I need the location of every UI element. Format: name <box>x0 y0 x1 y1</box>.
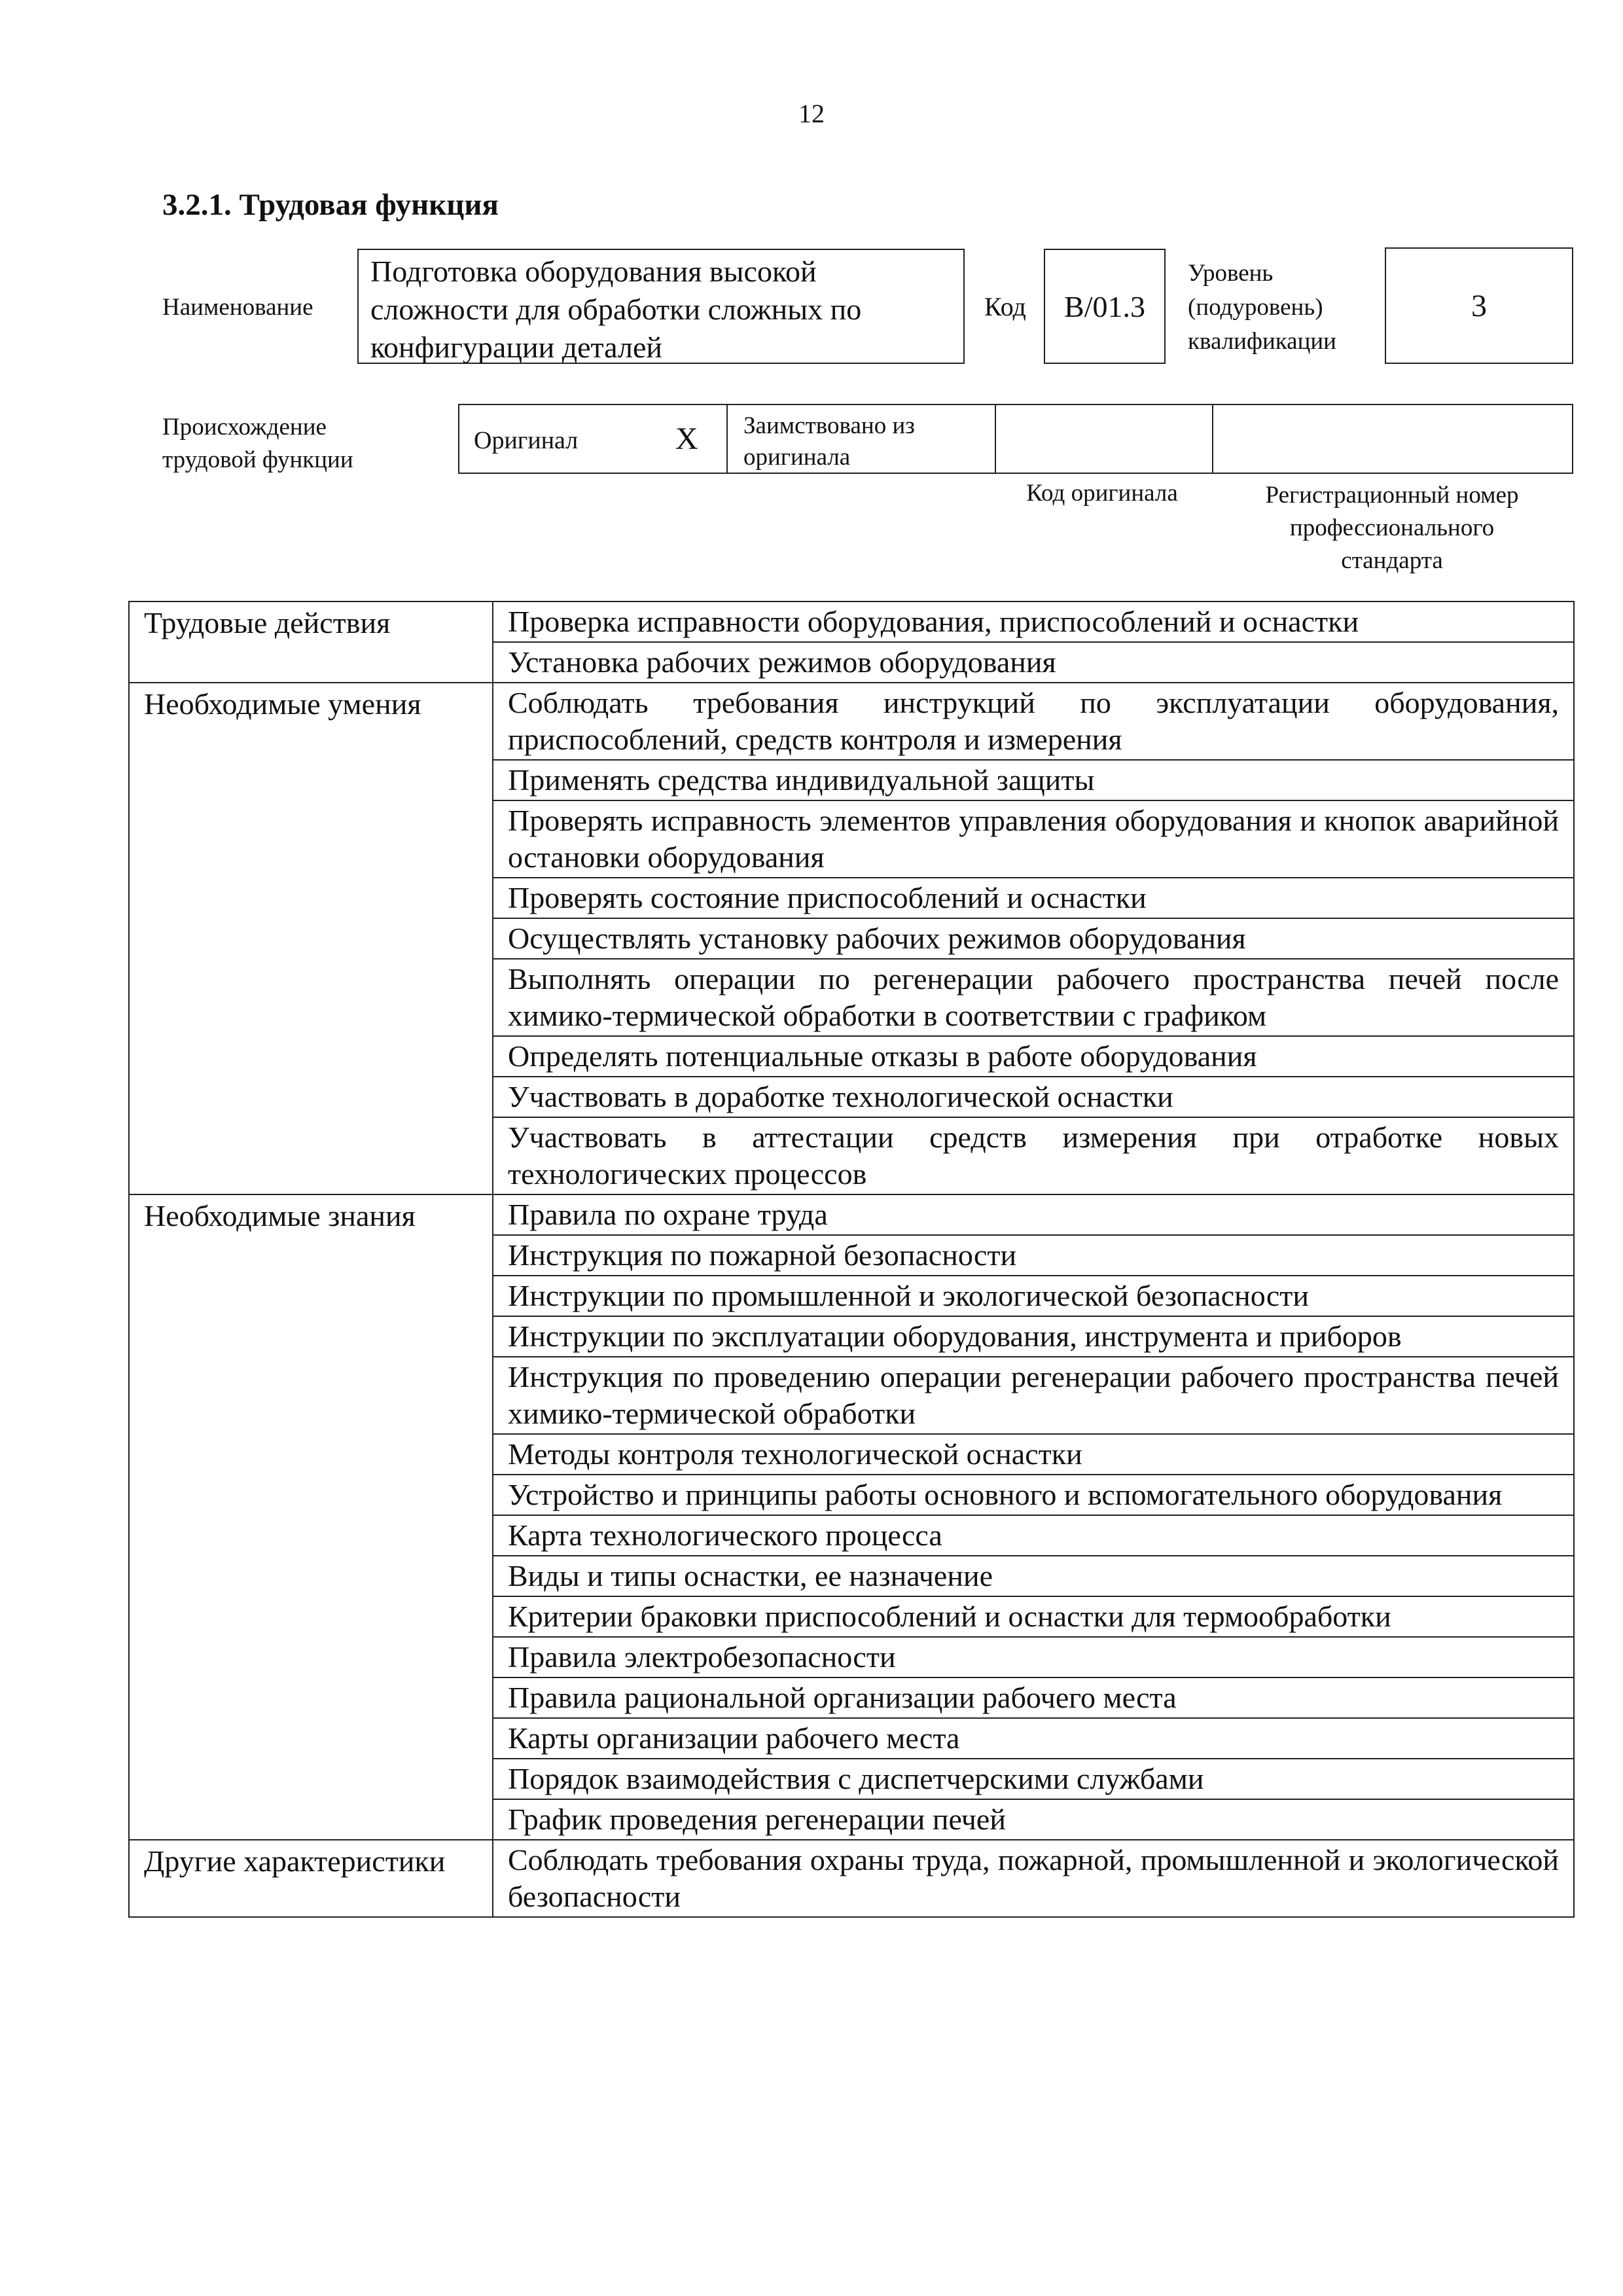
table-row <box>129 601 1574 642</box>
original-mark: X <box>675 422 698 456</box>
origin-label <box>162 411 353 476</box>
table-cell: Виды и типы оснастки, ее назначение <box>493 1556 1574 1596</box>
level-label-line: (подуровень) <box>1188 294 1323 321</box>
table-cell: Осуществлять установку рабочих режимов оборудования <box>493 918 1574 959</box>
level-value-box <box>1385 247 1573 364</box>
table-row <box>129 1840 1574 1917</box>
name-label: Наименование <box>162 294 313 321</box>
original-cell <box>459 405 726 473</box>
level-label-line: Уровень <box>1188 260 1274 287</box>
borrowed-label-line: оригинала <box>743 444 851 471</box>
table-cell: Карта технологического процесса <box>493 1515 1574 1556</box>
reg-caption-line: профессионального <box>1289 514 1495 541</box>
table-cell: Проверять состояние приспособлений и оснастки <box>493 878 1574 918</box>
reg-number-cell <box>1212 405 1575 473</box>
level-value: 3 <box>1471 288 1487 323</box>
table-cell: Карты организации рабочего места <box>493 1718 1574 1759</box>
table-cell: Порядок взаимодействия с диспетчерскими службами <box>493 1759 1574 1799</box>
table-cell: Участвовать в аттестации средств измерения при отработке новых технологических процессов <box>493 1117 1574 1194</box>
table-cell: Инструкции по эксплуатации оборудования, инструмента и приборов <box>493 1316 1574 1357</box>
labor-function-table <box>128 601 1575 1918</box>
origin-label-line: трудовой функции <box>162 446 353 473</box>
table-cell: Правила рациональной организации рабочего места <box>493 1677 1574 1718</box>
section-title-cell: Другие характеристики <box>129 1840 493 1917</box>
table-cell: Соблюдать требования инструкций по эксплуатации оборудования, приспособлений, средств контроля и измерения <box>493 683 1574 760</box>
reg-number-caption <box>1211 479 1573 577</box>
section-title: 3.2.1. Трудовая функция <box>162 188 499 222</box>
table-cell: Участвовать в доработке технологической оснастки <box>493 1077 1574 1117</box>
table-cell: Применять средства индивидуальной защиты <box>493 760 1574 800</box>
level-label <box>1188 257 1336 359</box>
name-value-box: Подготовка оборудования высокой сложности для обработки сложных по конфигурации деталей <box>357 249 965 364</box>
borrowed-label-line: Заимствовано из <box>743 412 915 439</box>
code-label: Код <box>984 292 1026 321</box>
table-row <box>129 1194 1574 1235</box>
table-cell: Определять потенциальные отказы в работе оборудования <box>493 1036 1574 1077</box>
table-cell: Проверка исправности оборудования, приспособлений и оснастки <box>493 601 1574 642</box>
original-code-caption: Код оригинала <box>1026 480 1178 507</box>
table-cell: Методы контроля технологической оснастки <box>493 1434 1574 1475</box>
section-title-cell: Необходимые умения <box>129 683 493 1194</box>
table-cell: Инструкция по пожарной безопасности <box>493 1235 1574 1276</box>
reg-caption-line: стандарта <box>1341 547 1443 574</box>
code-value-box <box>1044 249 1166 364</box>
table-cell: Выполнять операции по регенерации рабочего пространства печей после химико-термической обработки в соответствии с графиком <box>493 959 1574 1036</box>
table-cell: Установка рабочих режимов оборудования <box>493 642 1574 683</box>
table-cell: Правила электробезопасности <box>493 1637 1574 1677</box>
original-code-cell <box>995 405 1212 473</box>
reg-caption-line: Регистрационный номер <box>1265 482 1519 509</box>
borrowed-cell <box>726 405 995 473</box>
original-label: Оригинал <box>474 427 579 454</box>
section-title-cell: Трудовые действия <box>129 601 493 683</box>
table-cell: Критерии браковки приспособлений и оснастки для термообработки <box>493 1596 1574 1637</box>
section-title-cell: Необходимые знания <box>129 1194 493 1840</box>
page-number: 12 <box>798 99 825 128</box>
table-cell: Правила по охране труда <box>493 1194 1574 1235</box>
table-cell: График проведения регенерации печей <box>493 1799 1574 1840</box>
origin-box <box>458 404 1573 474</box>
table-cell: Инструкция по проведению операции регенерации рабочего пространства печей химико-термической обработки <box>493 1357 1574 1434</box>
table-cell: Соблюдать требования охраны труда, пожарной, промышленной и экологической безопасности <box>493 1840 1574 1917</box>
table-row <box>129 683 1574 760</box>
level-label-line: квалификации <box>1188 328 1336 355</box>
table-cell: Инструкции по промышленной и экологической безопасности <box>493 1276 1574 1316</box>
table-cell: Проверять исправность элементов управления оборудования и кнопок аварийной остановки оборудования <box>493 800 1574 878</box>
origin-label-line: Происхождение <box>162 414 327 440</box>
table-cell: Устройство и принципы работы основного и вспомогательного оборудования <box>493 1475 1574 1515</box>
code-value: B/01.3 <box>1064 289 1145 323</box>
